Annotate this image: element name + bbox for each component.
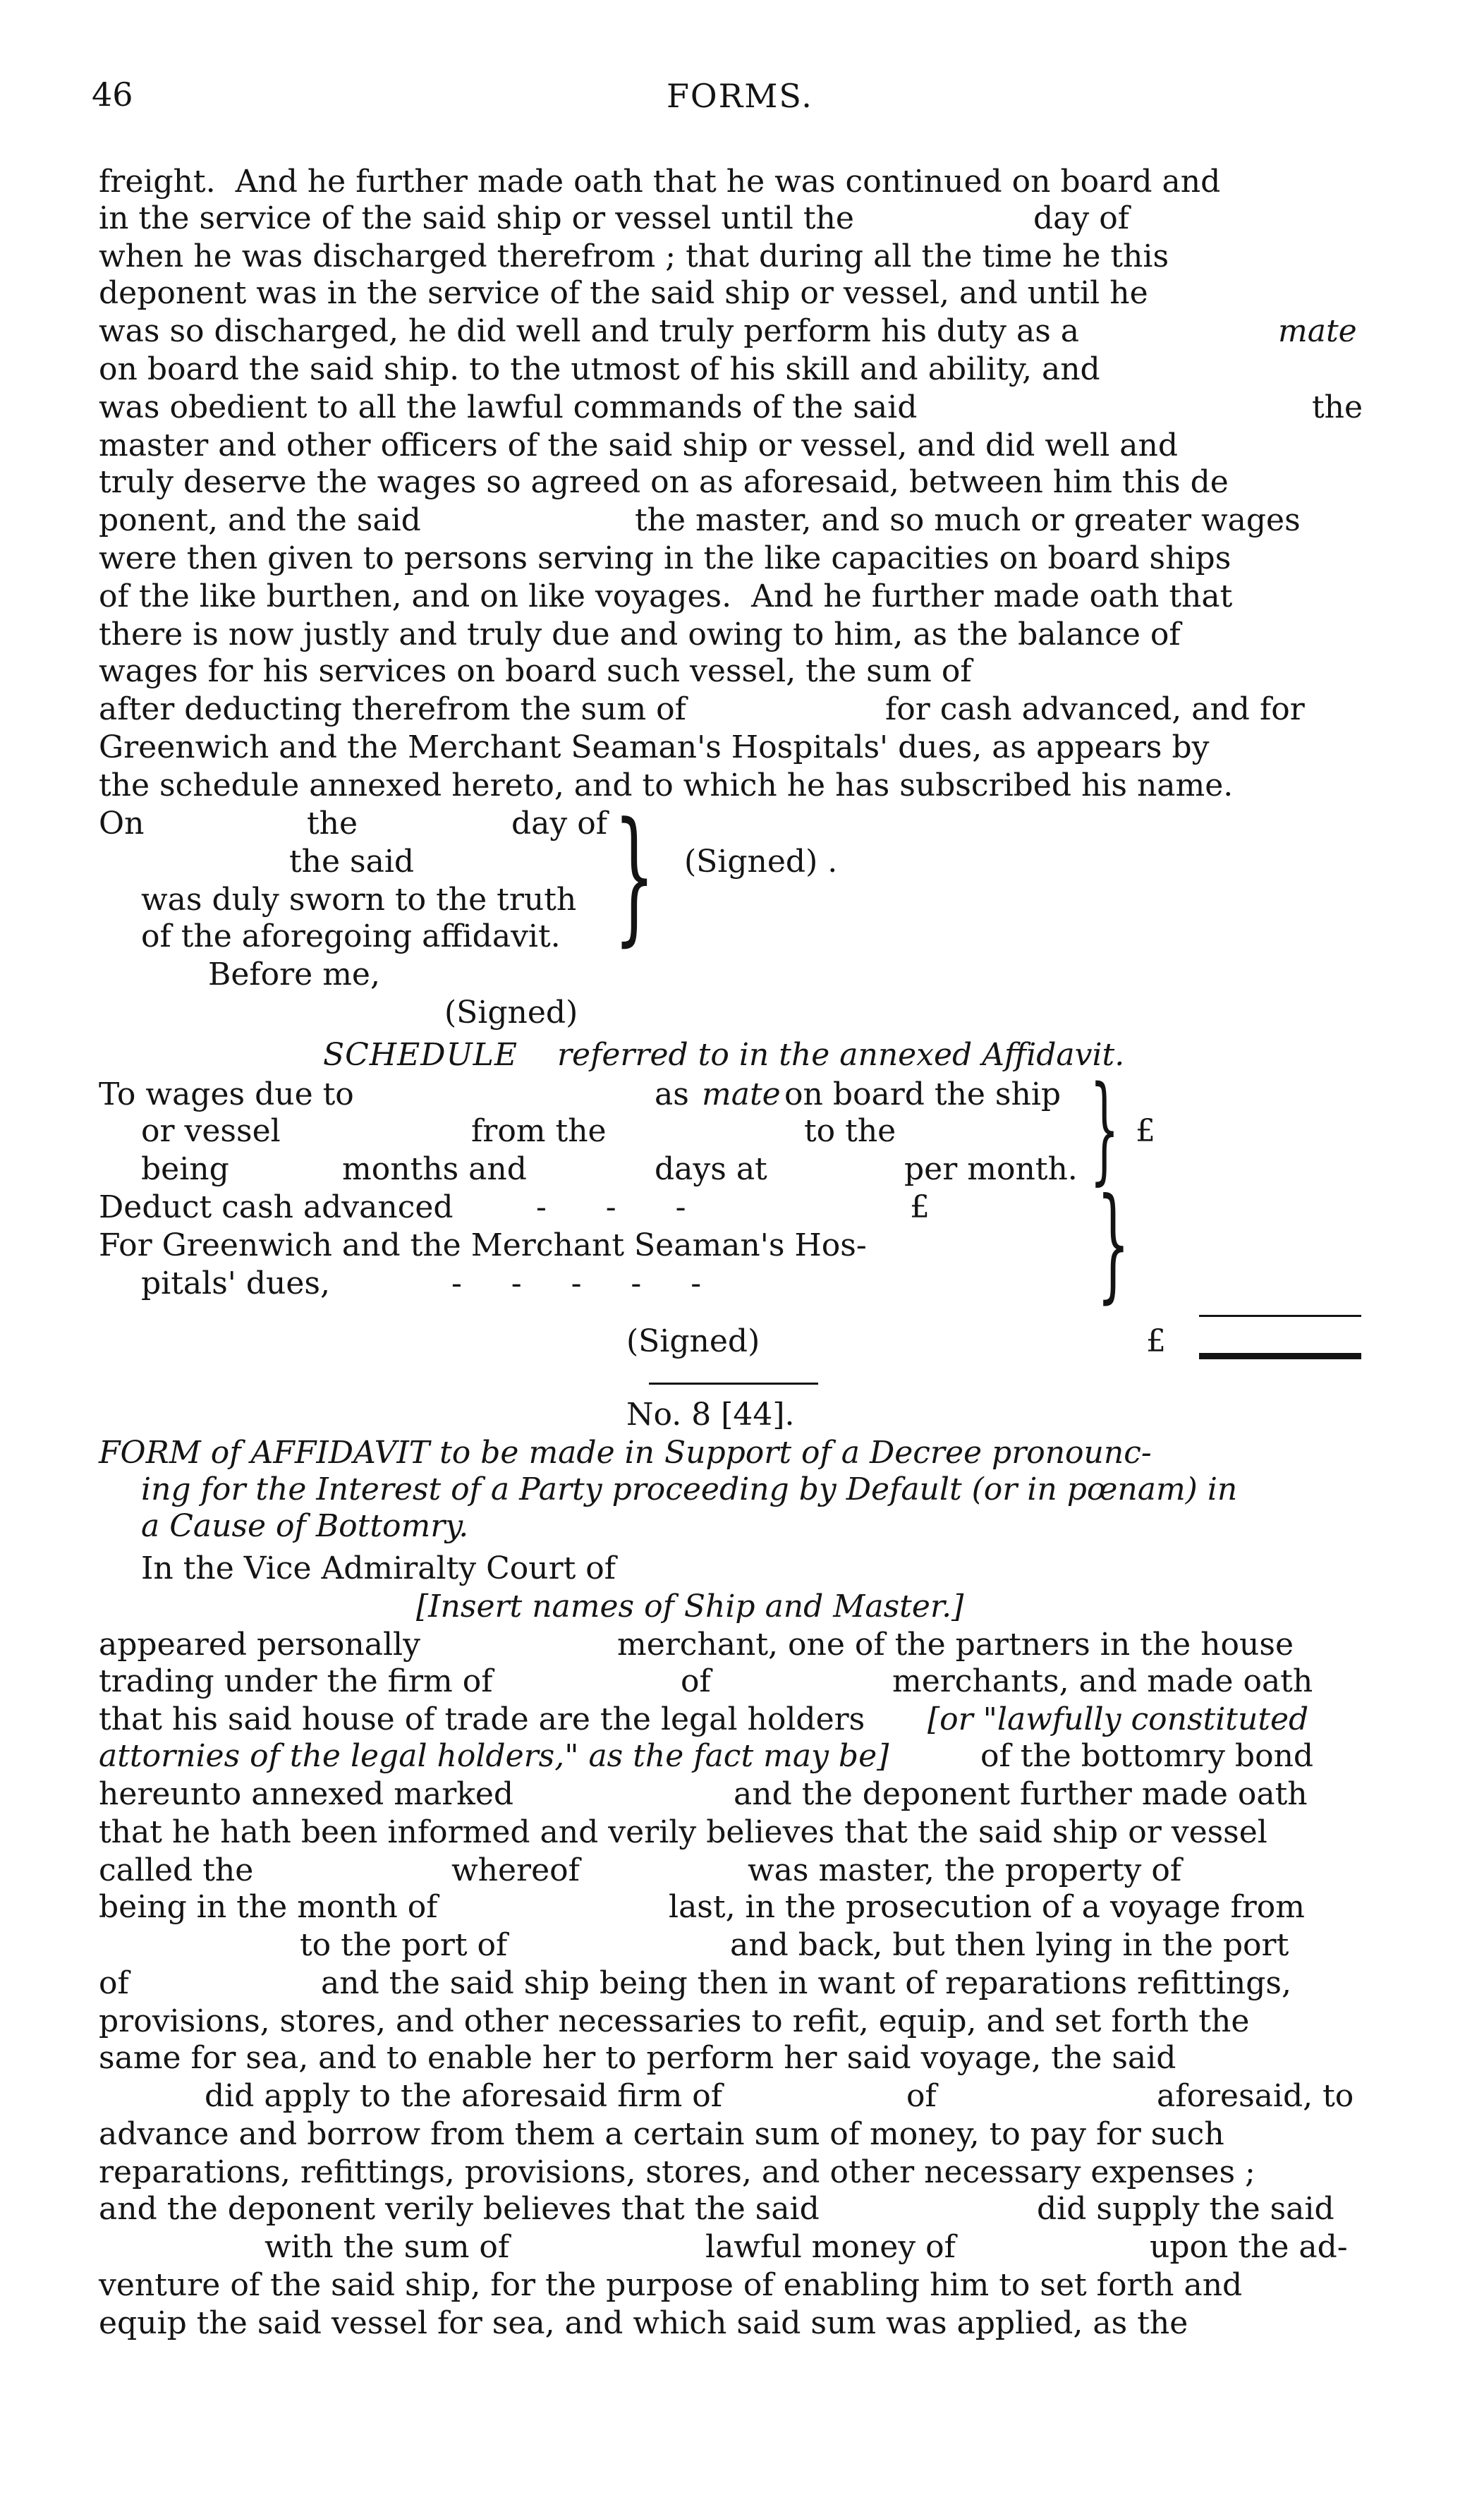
text-line: appeared personally (99, 1627, 420, 1663)
text-line: lawful money of (705, 2229, 956, 2265)
form-title: a Cause of Bottomry. (141, 1508, 469, 1544)
text-line: there is now justly and truly due and owing to him, as the balance of (99, 617, 1181, 652)
text-line: merchant, one of the partners in the house (617, 1627, 1294, 1663)
schedule-row3-a: being (141, 1151, 229, 1187)
text-line: aforesaid, to (1157, 2078, 1354, 2114)
text-line-italic: mate (1278, 313, 1357, 349)
text-line: of (906, 2078, 937, 2114)
schedule-signed: (Signed) (626, 1323, 760, 1359)
text-line: provisions, stores, and other necessaries to refit, equip, and set forth the (99, 2003, 1250, 2039)
text-line: the (1312, 389, 1363, 425)
sum-rule (1199, 1315, 1361, 1317)
text-line: that his said house of trade are the legal holders (99, 1701, 865, 1737)
text-line: upon the ad- (1150, 2229, 1348, 2265)
text-line: same for sea, and to enable her to perform her said voyage, the said (99, 2040, 1176, 2076)
schedule-row3-d: per month. (904, 1151, 1078, 1187)
pound-sign: £ (1146, 1323, 1166, 1359)
text-line: and the deponent further made oath (734, 1776, 1308, 1812)
schedule-deduct: Deduct cash advanced (99, 1189, 454, 1225)
text-line-italic: [or "lawfully constituted (928, 1701, 1309, 1737)
text-line: and back, but then lying in the port (730, 1927, 1289, 1963)
jurat-the: the (307, 806, 358, 842)
text-line: the master, and so much or greater wages (635, 502, 1301, 538)
text-line: with the sum of (264, 2229, 510, 2265)
pound-sign: £ (1136, 1113, 1155, 1149)
text-line: master and other officers of the said ship or vessel, and did well and (99, 427, 1178, 463)
text-line: advance and borrow from them a certain sum of money, to pay for such (99, 2116, 1224, 2152)
schedule-title-caps: SCHEDULE (323, 1037, 518, 1073)
schedule-deduct-dashes: - - - (536, 1189, 686, 1225)
text-line: deponent was in the service of the said ship or vessel, and until he (99, 275, 1148, 311)
schedule-row2-b: from the (471, 1113, 607, 1149)
text-line: equip the said vessel for sea, and which said sum was applied, as the (99, 2305, 1188, 2341)
jurat-on: On (99, 806, 145, 842)
text-line: were then given to persons serving in the like capacities on board ships (99, 540, 1231, 576)
text-line: reparations, refittings, provisions, stores, and other necessary expenses ; (99, 2154, 1255, 2190)
form-title: FORM of AFFIDAVIT to be made in Support of a Decree pronounc- (99, 1435, 1152, 1471)
schedule-pitals: pitals' dues, (141, 1265, 330, 1301)
text-line: to the port of (300, 1927, 508, 1963)
text-line: was master, the property of (748, 1852, 1182, 1888)
section-divider (649, 1383, 818, 1385)
text-line: and the deponent verily believes that the said (99, 2191, 820, 2227)
schedule-row3-b: months and (342, 1151, 527, 1187)
schedule-brace-2: } (1097, 1172, 1130, 1316)
text-line: wages for his services on board such vessel, the sum of (99, 653, 972, 689)
text-line: did supply the said (1037, 2191, 1334, 2227)
schedule-greenwich: For Greenwich and the Merchant Seaman's Hos- (99, 1227, 867, 1263)
text-line: and the said ship being then in want of reparations refittings, (321, 1965, 1291, 2001)
text-line: was obedient to all the lawful commands of the said (99, 389, 918, 425)
jurat-brace: } (614, 792, 655, 960)
text-line: in the service of the said ship or vessel until the (99, 200, 854, 236)
form-title: ing for the Interest of a Party proceeding by Default (or in pœnam) in (141, 1471, 1238, 1507)
schedule-title-rest: referred to in the annexed Affidavit. (557, 1037, 1125, 1073)
court-line: In the Vice Admiralty Court of (141, 1550, 616, 1586)
jurat-sworn: was duly sworn to the truth (141, 882, 577, 918)
text-line: merchants, and made oath (892, 1663, 1313, 1699)
schedule-row1-b: as (655, 1076, 689, 1112)
text-line: trading under the firm of (99, 1663, 493, 1699)
jurat-day-of: day of (511, 806, 608, 842)
text-line: freight. And he further made oath that he was continued on board and (99, 164, 1221, 200)
jurat-signed: (Signed) . (684, 844, 838, 880)
text-line: did apply to the aforesaid firm of (205, 2078, 723, 2114)
running-title: FORMS. (667, 77, 813, 115)
schedule-brace-1: } (1090, 1061, 1119, 1196)
schedule-row2-a: or vessel (141, 1113, 281, 1149)
form-number: No. 8 [44]. (626, 1397, 795, 1433)
insert-instruction: [Insert names of Ship and Master.] (416, 1589, 964, 1625)
jurat-signed-below: (Signed) (444, 995, 578, 1031)
text-line: day of (1033, 200, 1130, 236)
text-line: ponent, and the said (99, 502, 421, 538)
text-line: when he was discharged therefrom ; that during all the time he this (99, 238, 1169, 274)
text-line: whereof (451, 1852, 580, 1888)
schedule-row1-c: on board the ship (784, 1076, 1062, 1112)
text-line: of the bottomry bond (980, 1738, 1314, 1774)
total-rule (1199, 1353, 1361, 1359)
text-line: venture of the said ship, for the purpose of enabling him to set forth and (99, 2267, 1243, 2303)
schedule-row1-a: To wages due to (99, 1076, 354, 1112)
text-line: of (681, 1663, 711, 1699)
page-number: 46 (92, 75, 133, 114)
text-line: of (99, 1965, 129, 2001)
text-line: Greenwich and the Merchant Seaman's Hospitals' dues, as appears by (99, 729, 1210, 765)
text-line: last, in the prosecution of a voyage from (669, 1889, 1305, 1925)
text-line-italic: attornies of the legal holders," as the fact may be] (99, 1738, 889, 1774)
schedule-row1-mate: mate (702, 1076, 781, 1112)
text-line: was so discharged, he did well and truly perform his duty as a (99, 313, 1079, 349)
pound-sign: £ (910, 1189, 930, 1225)
jurat-the-said: the said (289, 844, 415, 880)
text-line: of the like burthen, and on like voyages. And he further made oath that (99, 578, 1233, 614)
text-line: hereunto annexed marked (99, 1776, 514, 1812)
text-line: after deducting therefrom the sum of (99, 691, 686, 727)
text-line: truly deserve the wages so agreed on as aforesaid, between him this de (99, 464, 1229, 500)
text-line: on board the said ship. to the utmost of his skill and ability, and (99, 351, 1100, 387)
text-line: that he hath been informed and verily believes that the said ship or vessel (99, 1814, 1267, 1850)
jurat-before-me: Before me, (208, 957, 380, 992)
text-line: being in the month of (99, 1889, 438, 1925)
schedule-row3-c: days at (655, 1151, 767, 1187)
text-line: called the (99, 1852, 254, 1888)
text-line: for cash advanced, and for (885, 691, 1305, 727)
text-line: the schedule annexed hereto, and to which he has subscribed his name. (99, 767, 1234, 803)
schedule-row2-c: to the (804, 1113, 896, 1149)
schedule-pitals-dashes: - - - - - (451, 1265, 702, 1301)
jurat-affidavit: of the aforegoing affidavit. (141, 918, 561, 954)
